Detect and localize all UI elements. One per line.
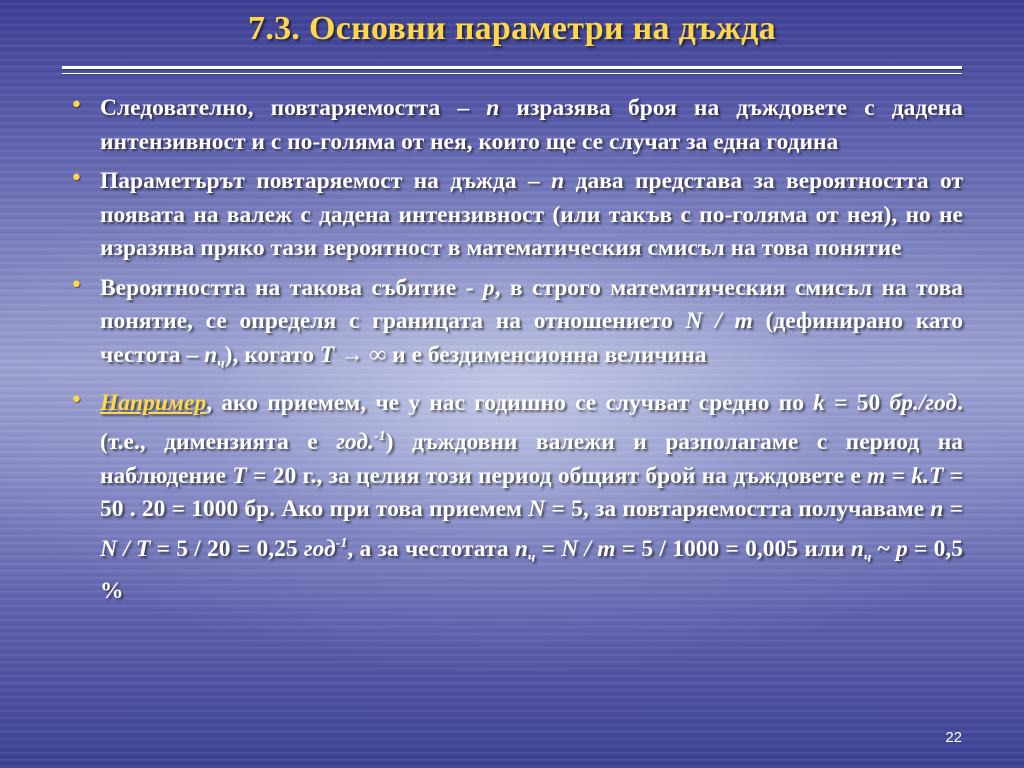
- text-run: n: [930, 496, 944, 523]
- text-run: изразява броя на дъждовете с дадена интензивност и с по-голяма от нея, които ще се случат за една година: [100, 95, 964, 155]
- text-run: = 20 г., за целия този период общият брой на дъждовете е: [246, 462, 868, 489]
- text-run: год.: [336, 429, 374, 456]
- text-run: =: [535, 535, 562, 562]
- text-run: Вероятността на такова събитие -: [100, 274, 483, 301]
- text-run: -1: [373, 428, 386, 445]
- bullet-item: [70, 92, 963, 159]
- text-run: k.T: [911, 462, 944, 489]
- text-run: бр./год: [889, 389, 958, 416]
- slide-title: 7.3. Основни параметри на дъжда: [248, 10, 776, 47]
- bullet-item: [70, 387, 963, 608]
- text-run: = 0,5 %: [100, 535, 964, 604]
- text-run: дава представа за вероятността от появата на валеж с дадена интензивност (или такъв с по-голяма от нея), но не изразява пряко тази вероятност в математическия смисъл на това понятие: [100, 168, 963, 261]
- bullet-dot-icon: •: [70, 93, 83, 118]
- text-run: k: [813, 389, 825, 416]
- text-run: p: [482, 274, 495, 301]
- text-run: n: [850, 535, 864, 562]
- text-run: → ∞ и е бездименсионна величина: [334, 341, 707, 368]
- text-run: . (т.е., димензията е: [100, 389, 963, 456]
- text-run: = 5 / 1000 = 0,005 или: [615, 535, 851, 562]
- bullet-text: [100, 165, 963, 266]
- text-run: n: [514, 535, 528, 562]
- bullet-text: [100, 387, 963, 608]
- text-run: , в строго математическия смисъл на това понятие, се определя с границата на отношението: [100, 274, 964, 334]
- bullet-dot-icon: •: [70, 387, 83, 413]
- highlight-term: Например: [100, 389, 207, 416]
- text-run: N / T: [100, 535, 151, 562]
- text-run: N / m: [561, 535, 616, 562]
- bullet-item: [70, 165, 963, 266]
- bullet-text: [100, 272, 963, 381]
- text-run: , а за честотата: [347, 535, 515, 562]
- text-run: N: [528, 496, 546, 523]
- text-run: = 50: [824, 389, 890, 416]
- text-run: год: [303, 535, 336, 562]
- text-run: T: [319, 341, 335, 368]
- text-run: ) дъждовни валежи и разполагаме с период на наблюдение: [100, 429, 963, 489]
- text-run: p: [895, 535, 908, 562]
- bullet-text: [100, 92, 963, 159]
- bullet-dot-icon: •: [70, 166, 83, 191]
- text-run: =: [943, 496, 963, 523]
- text-run: Следователно, повтаряемостта –: [100, 95, 487, 121]
- bullet-item: [70, 272, 963, 381]
- text-run: n: [204, 341, 218, 368]
- text-run: ч: [863, 549, 872, 566]
- text-run: , ако приемем, че у нас годишно се случват средно по: [206, 389, 814, 416]
- text-run: m: [867, 462, 886, 489]
- text-run: ч: [527, 549, 536, 566]
- text-run: = 50 . 20 = 1000 бр. Ако при това приемем: [100, 462, 963, 523]
- bullet-dot-icon: •: [70, 272, 83, 298]
- text-run: (дефинирано като честота –: [100, 308, 964, 368]
- title-underline: [62, 66, 962, 69]
- text-run: = 5 / 20 = 0,25: [150, 535, 304, 562]
- text-run: = 5, за повтаряемостта получаваме: [545, 496, 931, 523]
- title-underline-thin: [62, 73, 962, 74]
- text-run: ~: [871, 535, 896, 562]
- bullet-list: [70, 92, 963, 614]
- text-run: T: [232, 462, 247, 489]
- text-run: =: [885, 462, 912, 489]
- text-run: ), когато: [224, 341, 320, 368]
- page-number: 22: [945, 729, 962, 746]
- text-run: ч: [217, 355, 225, 372]
- text-run: -1: [335, 534, 348, 551]
- text-run: n: [486, 95, 500, 121]
- text-run: n: [551, 168, 565, 194]
- text-run: Параметърът повтаряемост на дъжда –: [100, 168, 552, 194]
- text-run: N / m: [685, 308, 753, 334]
